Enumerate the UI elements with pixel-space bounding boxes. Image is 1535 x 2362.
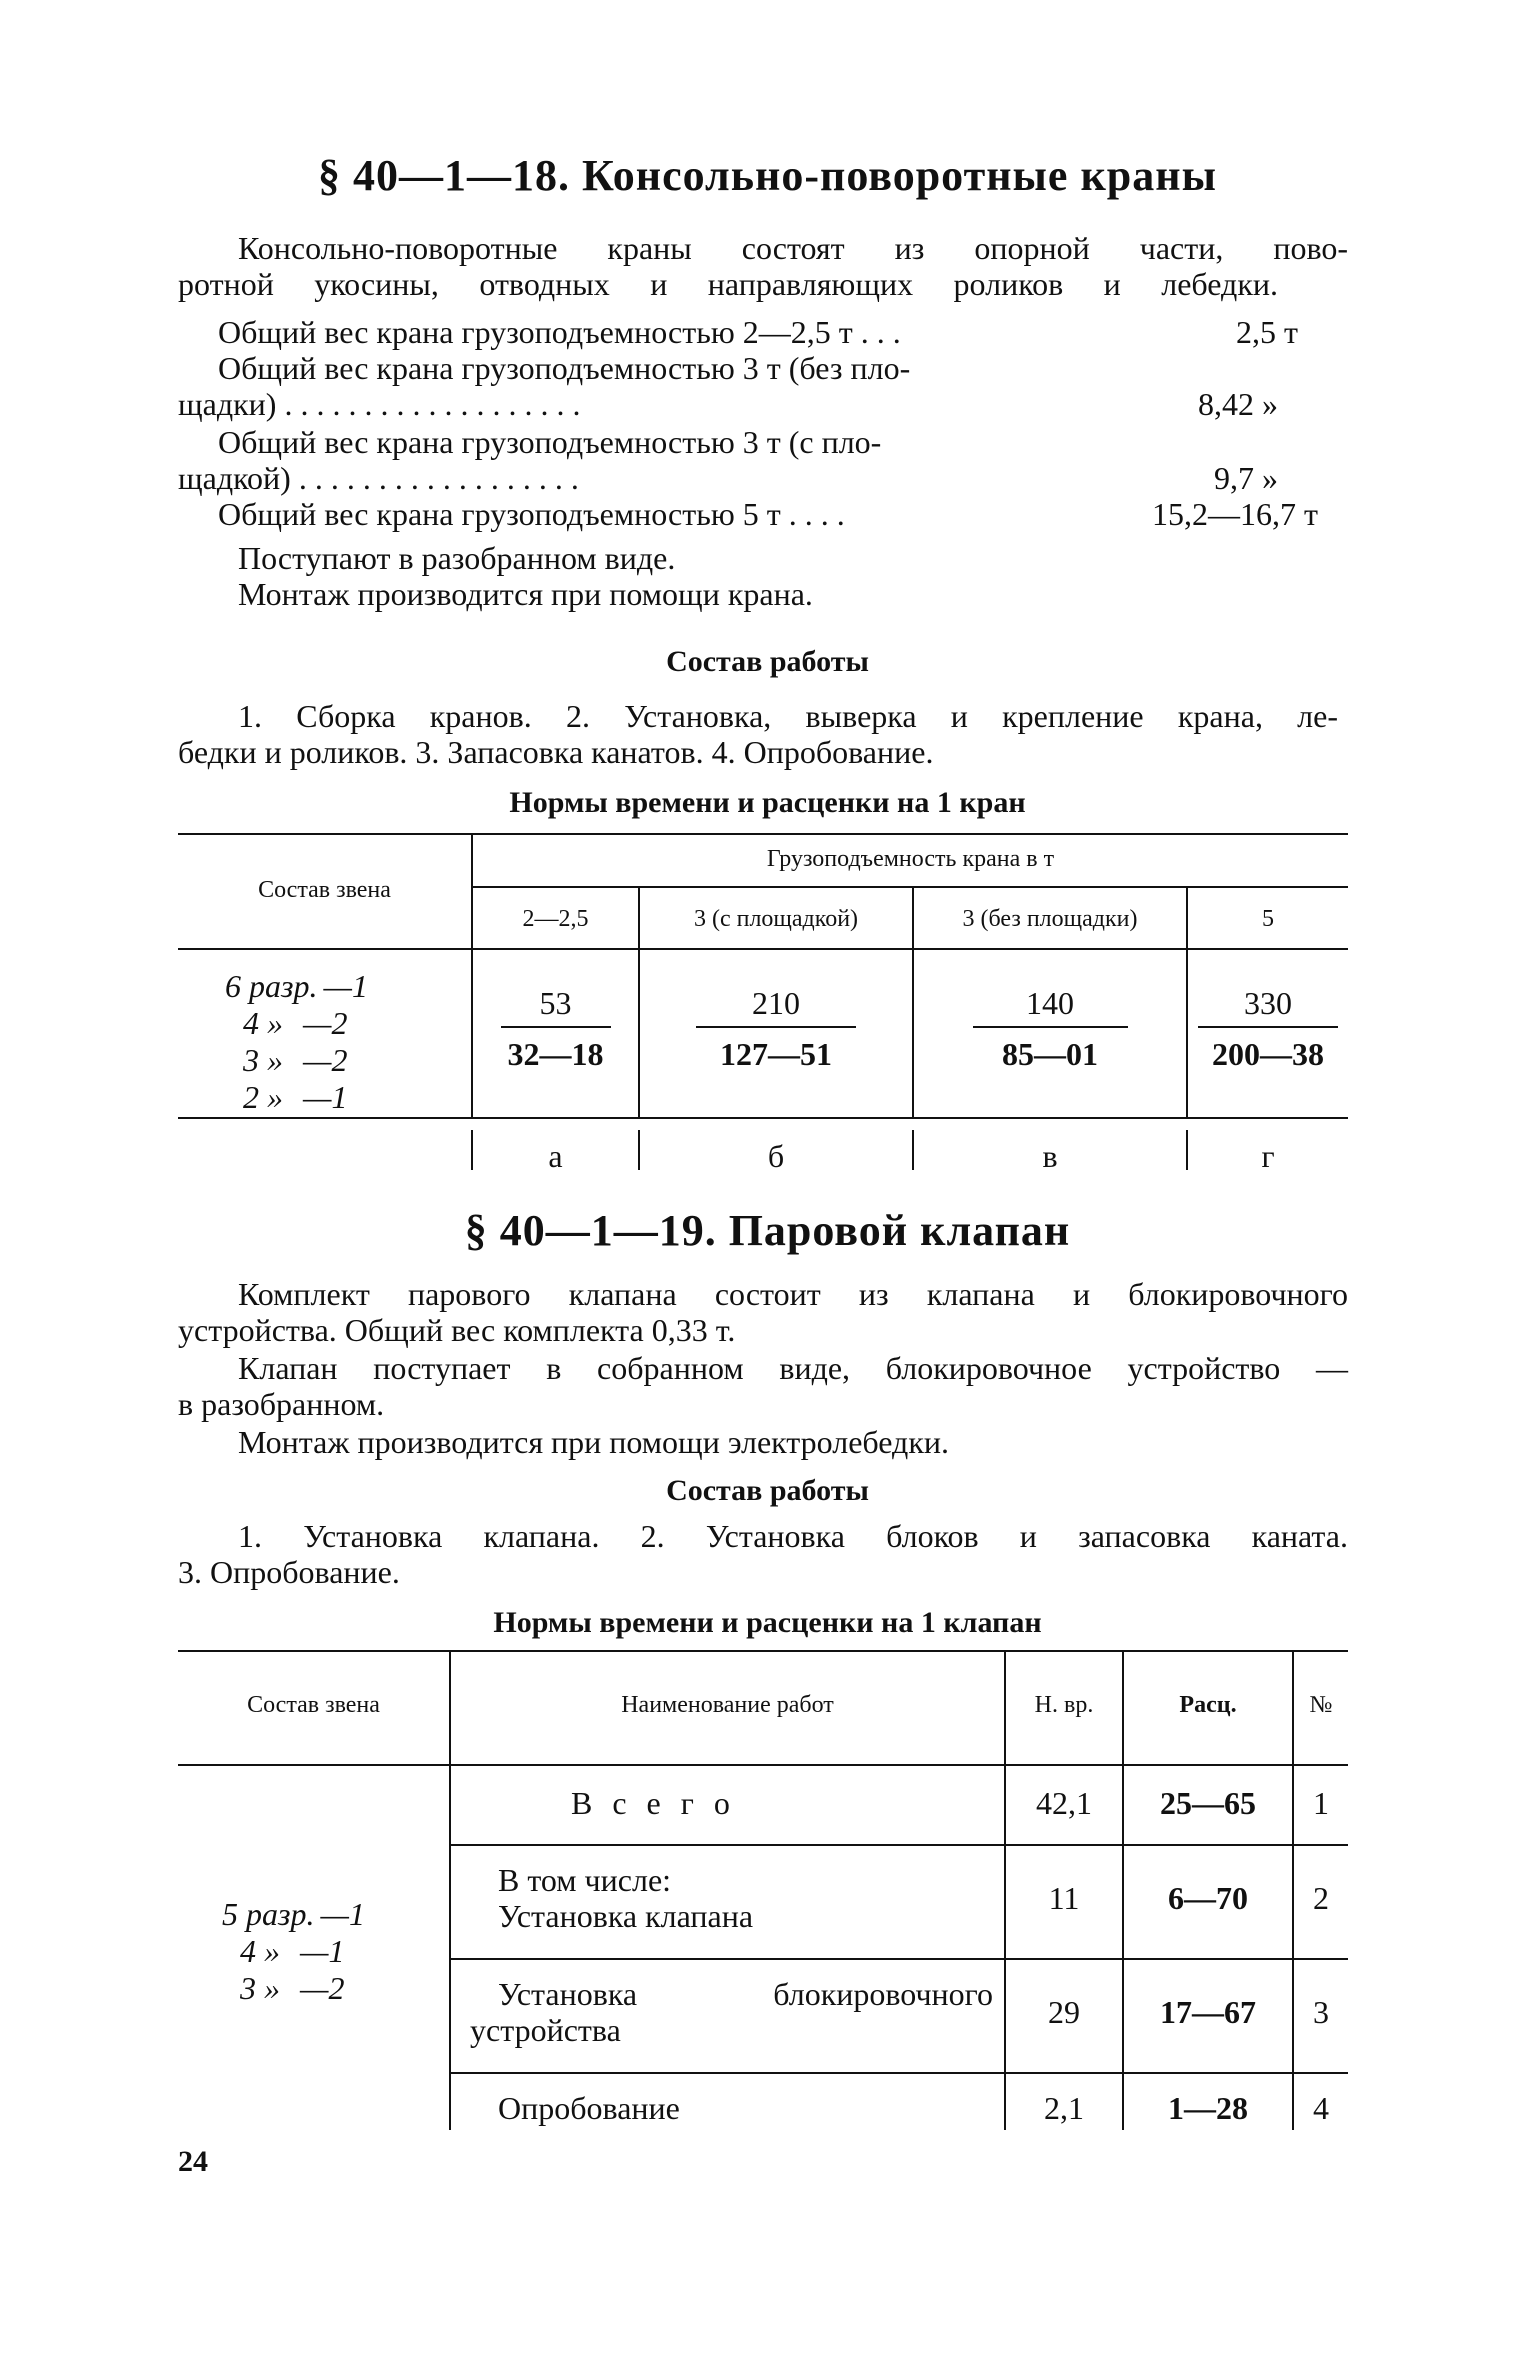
work-line: 1. Установка клапана. 2. Установка блоков и запасовка каната. [238, 1518, 1348, 1554]
intro-line: Монтаж производится при помощи электролебедки. [238, 1424, 949, 1460]
table-row-norm: 11 [1048, 1880, 1080, 1916]
weight-row-4: Общий вес крана грузоподъемностью 5 т . . . . 15,2—16,7 т [218, 496, 1318, 532]
table-row-no: 2 [1313, 1880, 1329, 1916]
section-title-2: § 40—1—19. Паровой клапан [464, 1206, 1071, 1255]
norm-rate-cell: 140 85—01 [914, 985, 1186, 1073]
section-title-1: § 40—1—18. Консольно-поворотные краны [318, 151, 1217, 200]
crew-composition: 6 разр. —1 4 » —2 3 » —2 2 » —1 [225, 968, 368, 1115]
table-row-rate: 6—70 [1168, 1880, 1248, 1916]
intro-line: Консольно-поворотные краны состоят из опорной части, пово- [238, 230, 1348, 266]
col-header: 2—2,5 [522, 906, 589, 932]
table-row-name: В с е г о [571, 1785, 736, 1821]
work-heading-2: Состав работы [666, 1474, 869, 1507]
column-letter: б [767, 1138, 785, 1174]
weight-row-3a: Общий вес крана грузоподъемностью 3 т (с пло- [218, 424, 882, 460]
weight-row-2a: Общий вес крана грузоподъемностью 3 т (без пло- [218, 350, 911, 386]
col-name-header: Наименование работ [621, 1692, 834, 1718]
work-line: 1. Сборка кранов. 2. Установка, выверка и крепление крана, ле- [238, 698, 1338, 734]
column-letter: а [548, 1138, 563, 1174]
col-rate-header: Расц. [1179, 1692, 1237, 1718]
col-crew-header: Состав звена [247, 1692, 380, 1718]
table-row-name: Установка клапана [498, 1898, 754, 1934]
table-row-name: Установка блокировочного [498, 1976, 993, 2012]
table-row-norm: 29 [1048, 1994, 1080, 2030]
table-row-norm: 42,1 [1036, 1785, 1092, 1821]
intro-line: в разобранном. [178, 1386, 385, 1422]
table-row-name-cont: устройства [470, 2012, 621, 2048]
weight-row-3b: щадкой) . . . . . . . . . . . . . . . . . . 9,7 » [178, 460, 1278, 496]
table-row-name: Опробование [498, 2090, 680, 2126]
note-line: Монтаж производится при помощи крана. [238, 576, 813, 612]
table-row-name-pre: В том числе: [498, 1862, 672, 1898]
table-row-no: 1 [1313, 1785, 1329, 1821]
note-line: Поступают в разобранном виде. [238, 540, 676, 576]
norm-rate-cell: 210 127—51 [640, 985, 912, 1073]
col-no-header: № [1309, 1692, 1333, 1718]
table-row-norm: 2,1 [1044, 2090, 1084, 2126]
weight-row-2b: щадки) . . . . . . . . . . . . . . . . . . . 8,42 » [178, 386, 1278, 422]
intro-line: Комплект парового клапана состоит из клапана и блокировочного [238, 1276, 1348, 1312]
page-number: 24 [178, 2145, 208, 2178]
col-header: 3 (без площадки) [962, 906, 1138, 932]
crew-composition: 5 разр. —1 4 » —1 3 » —2 [222, 1896, 365, 2006]
table-row-rate: 17—67 [1160, 1994, 1256, 2030]
table-row-rate: 1—28 [1168, 2090, 1248, 2126]
weight-row-1: Общий вес крана грузоподъемностью 2—2,5 т . . . 2,5 т [218, 314, 1298, 350]
work-line: 3. Опробование. [178, 1554, 400, 1590]
column-letter: в [1042, 1138, 1058, 1174]
table-row-no: 4 [1313, 2090, 1329, 2126]
table-row-no: 3 [1313, 1994, 1329, 2030]
col-header: 5 [1262, 906, 1274, 932]
column-letter: г [1261, 1138, 1275, 1174]
table-row-rate: 25—65 [1160, 1785, 1256, 1821]
table-heading-1: Нормы времени и расценки на 1 кран [509, 786, 1026, 819]
col-crew-header: Состав звена [258, 877, 391, 903]
intro-line: ротной укосины, отводных и направляющих роликов и лебедки. [178, 266, 1278, 302]
norm-rate-cell: 330 200—38 [1188, 985, 1348, 1073]
norm-rate-cell: 53 32—18 [473, 985, 638, 1073]
table-heading-2: Нормы времени и расценки на 1 клапан [493, 1606, 1042, 1639]
col-group-header: Грузоподъемность крана в т [766, 846, 1055, 872]
col-norm-header: Н. вр. [1034, 1692, 1094, 1718]
intro-line: устройства. Общий вес комплекта 0,33 т. [178, 1312, 736, 1348]
work-line: бедки и роликов. 3. Запасовка канатов. 4. Опробование. [178, 734, 934, 770]
work-heading-1: Состав работы [666, 645, 869, 678]
intro-line: Клапан поступает в собранном виде, блокировочное устройство — [238, 1350, 1348, 1386]
col-header: 3 (с площадкой) [693, 906, 859, 932]
